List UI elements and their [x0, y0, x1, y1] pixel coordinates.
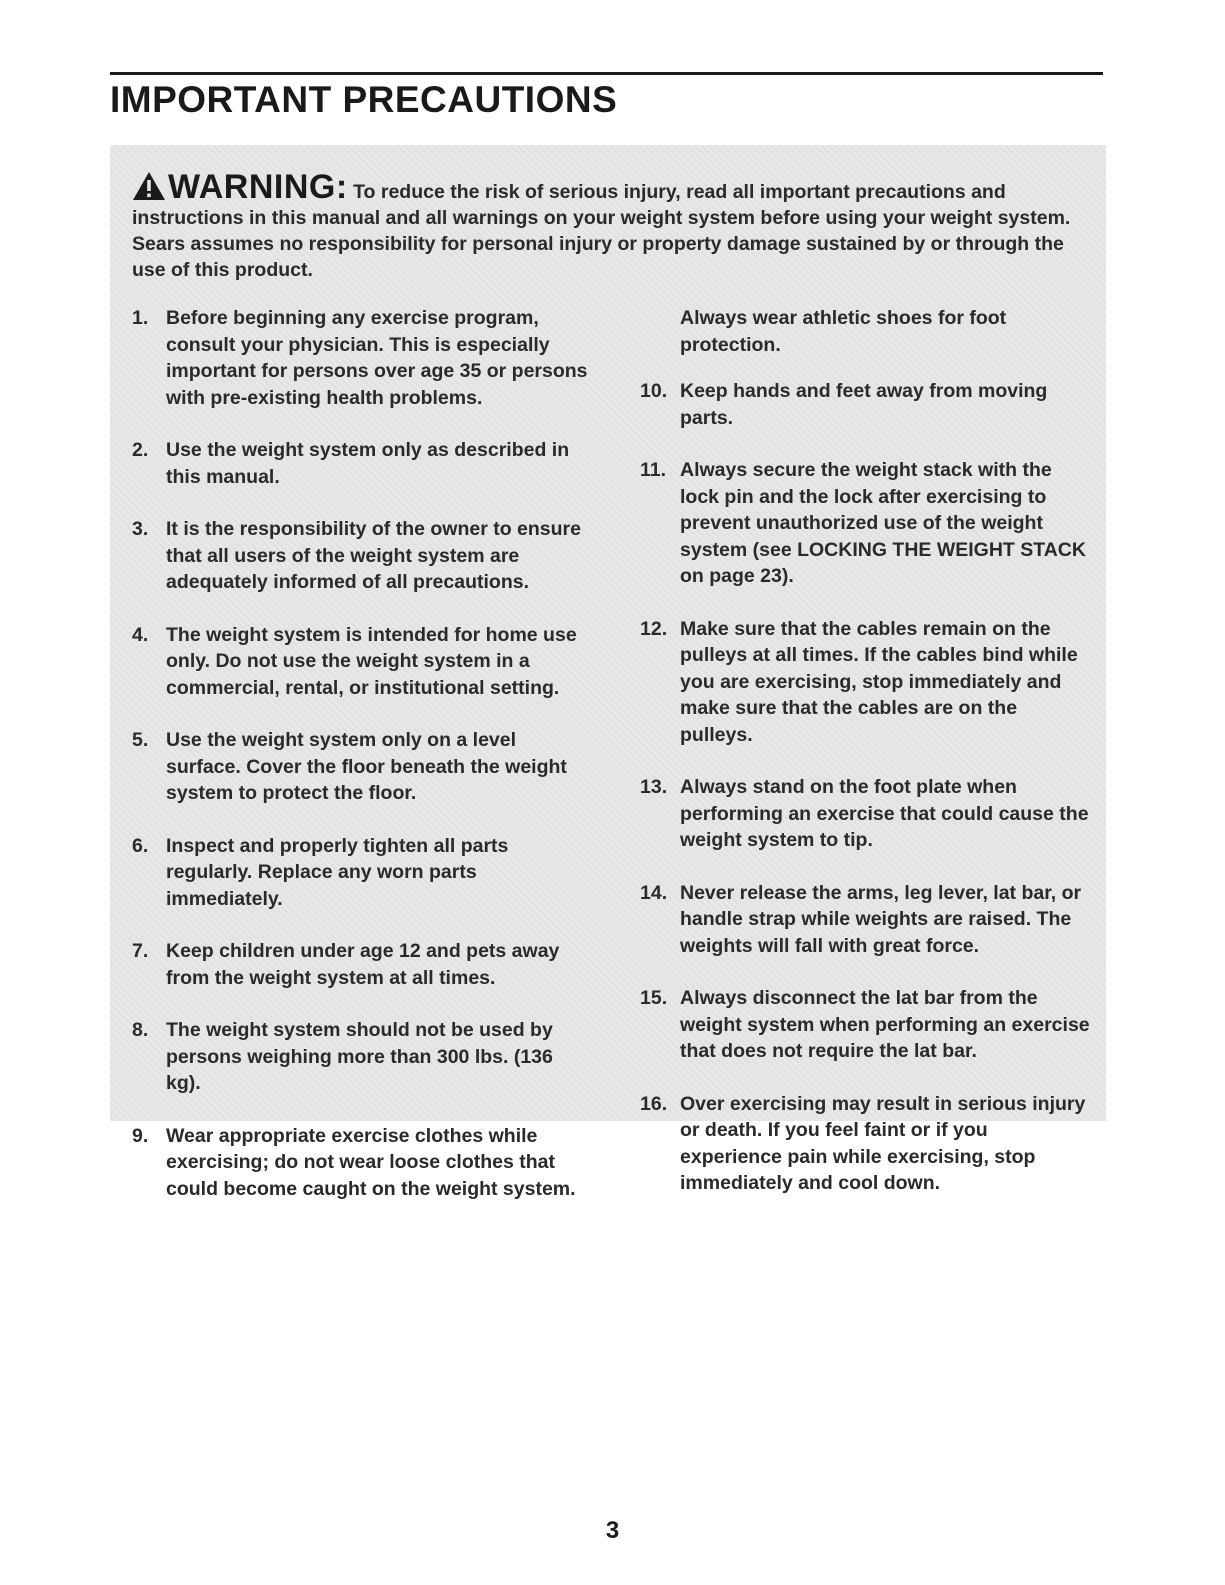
warning-box	[110, 145, 1106, 1200]
item-number: 6.	[132, 834, 149, 857]
item-number: 5.	[132, 729, 149, 751]
item-text: Always wear athletic shoes for foot protection.	[680, 307, 1007, 356]
precaution-item-2	[132, 437, 590, 490]
precaution-item-14	[640, 880, 1092, 960]
item-number: 11.	[640, 459, 667, 481]
item-text: Over exercising may result in serious injury or death. If you feel faint or if you experience pain while exercising, stop immediately and cool down.	[680, 1092, 1086, 1194]
precaution-item-8	[132, 1017, 590, 1097]
precaution-item-10	[640, 378, 1092, 431]
precaution-item-15	[640, 985, 1092, 1065]
item-number: 10.	[640, 380, 668, 402]
item-number: 2.	[132, 439, 149, 461]
precaution-item-6	[132, 833, 590, 913]
precaution-item-13	[640, 774, 1092, 854]
item-text: Before beginning any exercise program, consult your physician. This is especially important for persons over age 35 or persons with pre-existing health problems.	[166, 307, 588, 409]
item-number: 1.	[132, 307, 149, 329]
precaution-item-9	[132, 1123, 590, 1203]
warning-intro-block	[132, 168, 1082, 283]
item-number: 4.	[132, 623, 149, 646]
item-text: Keep children under age 12 and pets away from the weight system at all times.	[166, 940, 560, 989]
item-text: The weight system should not be used by persons weighing more than 300 lbs. (136 kg).	[166, 1019, 553, 1094]
item-number: 12.	[640, 617, 668, 640]
page-number: 3	[605, 1517, 620, 1544]
item-text: Make sure that the cables remain on the pulleys at all times. If the cables bind while you are exercising, stop immediately and make sure that the cables are on the pulleys.	[680, 617, 1078, 746]
precaution-item-9-continuation	[640, 305, 1092, 358]
item-text: Wear appropriate exercise clothes while exercising; do not wear loose clothes that could become caught on the weight system.	[166, 1124, 576, 1200]
item-number: 3.	[132, 518, 149, 540]
item-text: Always disconnect the lat bar from the weight system when performing an exercise that does not require the lat bar.	[680, 987, 1090, 1062]
item-text: Use the weight system only on a level surface. Cover the floor beneath the weight system to protect the floor.	[166, 729, 567, 804]
item-text: The weight system is intended for home use only. Do not use the weight system in a commercial, rental, or institutional setting.	[166, 623, 577, 699]
item-text: Never release the arms, leg lever, lat bar, or handle strap while weights are raised. The weights will fall with great force.	[680, 881, 1082, 957]
warning-triangle-icon	[132, 171, 166, 201]
precaution-item-3	[132, 516, 590, 596]
top-rule	[110, 72, 1103, 75]
item-number: 8.	[132, 1019, 149, 1041]
precaution-item-5	[132, 727, 590, 807]
warning-heading: WARNING:	[168, 168, 348, 206]
item-text: Keep hands and feet away from moving parts.	[680, 380, 1048, 429]
precaution-item-12	[640, 616, 1092, 749]
item-number: 16.	[640, 1092, 668, 1115]
item-number: 9.	[132, 1124, 149, 1147]
page-title: IMPORTANT PRECAUTIONS	[110, 79, 618, 120]
item-number: 13.	[640, 776, 668, 798]
precaution-item-7	[132, 938, 590, 991]
warning-intro-text: To reduce the risk of serious injury, read all important precautions and instructions in this manual and all warnings on your weight system before using your weight system. Sears assumes no responsibility for personal injury or property damage sustained by or through the use of this product.	[132, 181, 1071, 281]
precaution-item-4	[132, 622, 590, 702]
item-number: 7.	[132, 940, 149, 962]
item-number: 15.	[640, 987, 668, 1009]
item-text: Inspect and properly tighten all parts regularly. Replace any worn parts immediately.	[166, 834, 509, 910]
item-text: Always secure the weight stack with the lock pin and the lock after exercising to prevent unauthorized use of the weight system (see LOCKING THE WEIGHT STACK on page 23).	[680, 459, 1086, 587]
precautions-right-column	[640, 305, 1092, 1197]
item-text: It is the responsibility of the owner to ensure that all users of the weight system are adequately informed of all precautions.	[166, 518, 581, 593]
precautions-left-column	[132, 305, 590, 1202]
item-number: 14.	[640, 881, 668, 904]
item-text: Always stand on the foot plate when performing an exercise that could cause the weight system to tip.	[680, 776, 1089, 851]
precaution-item-16	[640, 1091, 1092, 1197]
precaution-item-1	[132, 305, 590, 411]
item-text: Use the weight system only as described in this manual.	[166, 439, 570, 488]
precaution-item-11	[640, 457, 1092, 590]
